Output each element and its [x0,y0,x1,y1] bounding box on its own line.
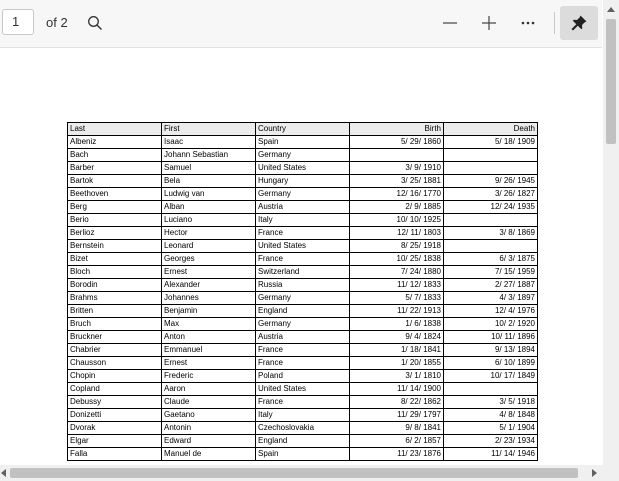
cell-country: Russia [256,279,350,292]
cell-first: Benjamin [162,305,256,318]
cell-death: 5/ 18/ 1909 [444,136,538,149]
cell-country: England [256,435,350,448]
cell-death: 9/ 26/ 1945 [444,175,538,188]
cell-country: England [256,305,350,318]
cell-death: 9/ 13/ 1894 [444,344,538,357]
cell-birth: 3/ 1/ 1810 [350,370,444,383]
cell-death [444,149,538,162]
cell-last: Donizetti [68,409,162,422]
table-row [68,344,538,357]
header-last: Last [68,123,162,136]
cell-country: Germany [256,188,350,201]
cell-first: Alexander [162,279,256,292]
cell-birth: 1/ 6/ 1838 [350,318,444,331]
cell-death: 10/ 2/ 1920 [444,318,538,331]
cell-country: Italy [256,409,350,422]
table-header-row [68,123,538,136]
cell-last: Bach [68,149,162,162]
cell-country: France [256,396,350,409]
pdf-toolbar [0,0,602,48]
cell-country: Austria [256,331,350,344]
cell-country: Germany [256,292,350,305]
cell-death: 11/ 14/ 1946 [444,448,538,461]
scroll-up-arrow-icon[interactable] [607,7,615,12]
cell-last: Bruckner [68,331,162,344]
cell-birth: 5/ 29/ 1860 [350,136,444,149]
cell-birth: 3/ 9/ 1910 [350,162,444,175]
table-row [68,396,538,409]
cell-birth: 7/ 24/ 1880 [350,266,444,279]
cell-last: Berio [68,214,162,227]
table-row [68,422,538,435]
cell-last: Chabrier [68,344,162,357]
cell-country: Switzerland [256,266,350,279]
cell-last: Britten [68,305,162,318]
cell-first: Manuel de [162,448,256,461]
table-row [68,175,538,188]
cell-death: 3/ 8/ 1869 [444,227,538,240]
cell-last: Bernstein [68,240,162,253]
header-country: Country [256,123,350,136]
cell-first: Leonard [162,240,256,253]
cell-country: France [256,253,350,266]
cell-last: Beethoven [68,188,162,201]
cell-birth: 9/ 8/ 1841 [350,422,444,435]
cell-country: Austria [256,201,350,214]
cell-birth: 11/ 12/ 1833 [350,279,444,292]
scroll-left-arrow-icon[interactable] [1,469,6,477]
table-row [68,149,538,162]
search-icon [87,15,103,31]
cell-first: Johann Sebastian [162,149,256,162]
table-row [68,357,538,370]
cell-last: Albeniz [68,136,162,149]
search-button[interactable] [82,10,108,36]
cell-first: Alban [162,201,256,214]
cell-first: Hector [162,227,256,240]
cell-first: Isaac [162,136,256,149]
cell-last: Dvorak [68,422,162,435]
cell-birth: 1/ 20/ 1855 [350,357,444,370]
cell-country: United States [256,240,350,253]
table-row [68,201,538,214]
table-row [68,318,538,331]
cell-birth: 8/ 25/ 1918 [350,240,444,253]
cell-first: Ernest [162,357,256,370]
cell-first: Frederic [162,370,256,383]
table-row [68,227,538,240]
cell-country: United States [256,383,350,396]
cell-first: Claude [162,396,256,409]
cell-death: 6/ 10/ 1899 [444,357,538,370]
cell-last: Brahms [68,292,162,305]
zoom-out-button[interactable] [437,10,463,36]
cell-country: Czechoslovakia [256,422,350,435]
pin-toolbar-button[interactable] [560,6,598,40]
table-row [68,266,538,279]
cell-first: Ernest [162,266,256,279]
cell-last: Bruch [68,318,162,331]
cell-death: 2/ 27/ 1887 [444,279,538,292]
cell-birth: 5/ 7/ 1833 [350,292,444,305]
cell-death: 10/ 17/ 1849 [444,370,538,383]
table-row [68,409,538,422]
cell-death [444,214,538,227]
cell-death: 12/ 24/ 1935 [444,201,538,214]
cell-death: 3/ 26/ 1827 [444,188,538,201]
table-row [68,188,538,201]
cell-country: France [256,344,350,357]
cell-first: Max [162,318,256,331]
cell-first: Anton [162,331,256,344]
cell-birth: 12/ 16/ 1770 [350,188,444,201]
cell-birth: 6/ 2/ 1857 [350,435,444,448]
scrollbar-corner [603,465,619,481]
cell-birth [350,149,444,162]
cell-birth: 2/ 9/ 1885 [350,201,444,214]
cell-last: Bizet [68,253,162,266]
cell-death: 4/ 8/ 1848 [444,409,538,422]
page-count-label: of 2 [46,15,68,30]
cell-birth: 9/ 4/ 1824 [350,331,444,344]
cell-country: France [256,227,350,240]
table-row [68,435,538,448]
cell-death: 7/ 15/ 1959 [444,266,538,279]
pin-icon [570,14,588,32]
cell-last: Bartok [68,175,162,188]
cell-birth: 11/ 14/ 1900 [350,383,444,396]
table-row [68,162,538,175]
cell-country: Germany [256,149,350,162]
cell-birth: 1/ 18/ 1841 [350,344,444,357]
document-viewport [0,48,602,465]
cell-death: 3/ 5/ 1918 [444,396,538,409]
cell-country: Poland [256,370,350,383]
cell-death: 12/ 4/ 1976 [444,305,538,318]
cell-country: Hungary [256,175,350,188]
cell-last: Bloch [68,266,162,279]
cell-country: Germany [256,318,350,331]
table-row [68,136,538,149]
cell-birth: 11/ 23/ 1876 [350,448,444,461]
zoom-in-button[interactable] [476,10,502,36]
cell-first: Johannes [162,292,256,305]
cell-last: Chopin [68,370,162,383]
vertical-scrollbar[interactable] [603,0,619,465]
cell-last: Elgar [68,435,162,448]
cell-death [444,240,538,253]
table-body [68,136,538,461]
header-first: First [162,123,256,136]
cell-birth: 11/ 22/ 1913 [350,305,444,318]
table-row [68,370,538,383]
zoom-in-icon [481,15,497,31]
cell-death [444,162,538,175]
cell-last: Falla [68,448,162,461]
cell-first: Aaron [162,383,256,396]
zoom-out-icon [442,15,458,31]
cell-last: Barber [68,162,162,175]
cell-death: 4/ 3/ 1897 [444,292,538,305]
cell-first: Samuel [162,162,256,175]
table-row [68,331,538,344]
vertical-scroll-thumb[interactable] [606,19,616,144]
cell-country: Italy [256,214,350,227]
cell-first: Emmanuel [162,344,256,357]
more-options-button[interactable] [515,10,541,36]
composers-table [67,122,538,461]
toolbar-divider [554,12,555,34]
cell-birth: 11/ 29/ 1797 [350,409,444,422]
scroll-right-arrow-icon[interactable] [592,469,597,477]
cell-first: Georges [162,253,256,266]
cell-last: Chausson [68,357,162,370]
cell-first: Antonin [162,422,256,435]
table-row [68,383,538,396]
cell-first: Gaetano [162,409,256,422]
cell-first: Bela [162,175,256,188]
cell-birth: 10/ 25/ 1838 [350,253,444,266]
cell-country: Spain [256,448,350,461]
cell-country: Spain [256,136,350,149]
table-row [68,305,538,318]
cell-first: Luciano [162,214,256,227]
cell-birth: 3/ 25/ 1881 [350,175,444,188]
table-row [68,448,538,461]
horizontal-scrollbar[interactable] [0,465,603,481]
cell-last: Berlioz [68,227,162,240]
cell-death: 10/ 11/ 1896 [444,331,538,344]
table-row [68,253,538,266]
horizontal-scroll-thumb[interactable] [10,468,578,478]
cell-birth: 8/ 22/ 1862 [350,396,444,409]
cell-last: Copland [68,383,162,396]
cell-country: United States [256,162,350,175]
cell-death: 6/ 3/ 1875 [444,253,538,266]
more-options-icon [520,15,536,31]
header-death: Death [444,123,538,136]
table-row [68,292,538,305]
cell-first: Edward [162,435,256,448]
page-number-input[interactable]: 1 [2,9,34,35]
cell-death: 2/ 23/ 1934 [444,435,538,448]
cell-birth: 10/ 10/ 1925 [350,214,444,227]
table-row [68,279,538,292]
cell-country: France [256,357,350,370]
cell-death [444,383,538,396]
cell-birth: 12/ 11/ 1803 [350,227,444,240]
cell-last: Berg [68,201,162,214]
cell-first: Ludwig van [162,188,256,201]
cell-last: Debussy [68,396,162,409]
table-row [68,240,538,253]
table-row [68,214,538,227]
cell-last: Borodin [68,279,162,292]
header-birth: Birth [350,123,444,136]
cell-death: 5/ 1/ 1904 [444,422,538,435]
